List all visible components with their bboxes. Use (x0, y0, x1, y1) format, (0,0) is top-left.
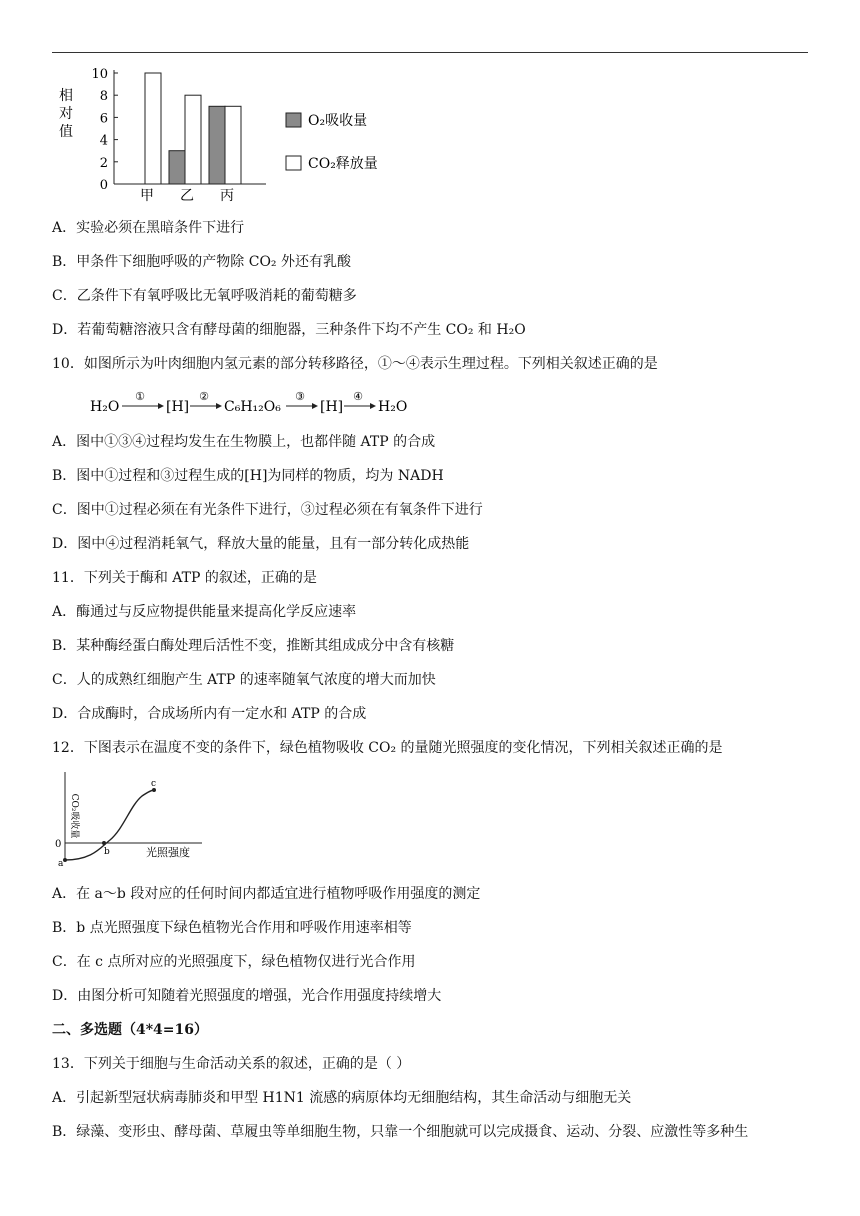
q9-option-a: A．实验必须在黑暗条件下进行 (52, 220, 245, 236)
eq-step-1: ① (135, 390, 145, 403)
eq-arrowhead-4 (370, 403, 376, 409)
eq-h2o-left: H₂O (90, 399, 120, 415)
category-label-3: 丙 (220, 188, 234, 204)
category-label-2: 乙 (180, 188, 194, 204)
q13-option-a: A．引起新型冠状病毒肺炎和甲型 H1N1 流感的病原体均无细胞结构，其生命活动与细胞无关 (52, 1090, 632, 1106)
q11-option-c: C．人的成熟红细胞产生 ATP 的速率随氧气浓度的增大而加快 (52, 672, 436, 688)
eq-h-2: [H] (320, 399, 344, 415)
q11-stem: 11．下列关于酶和 ATP 的叙述，正确的是 (52, 570, 317, 586)
legend-swatch-co2 (286, 156, 301, 170)
header-rule (52, 52, 808, 53)
q11-option-b: B．某种酶经蛋白酶处理后活性不变，推断其组成成分中含有核糖 (52, 638, 455, 654)
y-tick-label: 10 (91, 67, 108, 82)
eq-step-4: ④ (353, 390, 363, 403)
curve-ylabel: CO₂吸收量 (69, 793, 79, 839)
y-tick-label: 2 (99, 155, 108, 171)
ylabel-char-1: 相 (59, 88, 73, 104)
legend-swatch-o2 (286, 113, 301, 127)
q10-option-c: C．图中①过程必须在有光条件下进行，③过程必须在有氧条件下进行 (52, 502, 483, 518)
eq-h2o-right: H₂O (378, 399, 408, 415)
point-b (102, 841, 106, 845)
q9-option-b: B．甲条件下细胞呼吸的产物除 CO₂ 外还有乳酸 (52, 254, 351, 270)
eq-glucose: C₆H₁₂O₆ (224, 399, 281, 415)
legend-label-o2: O₂吸收量 (308, 113, 368, 129)
eq-arrowhead-2 (216, 403, 222, 409)
eq-arrowhead-3 (312, 403, 318, 409)
point-a-label: a (58, 859, 64, 869)
eq-step-2: ② (199, 390, 209, 403)
curve-xlabel: 光照强度 (146, 846, 190, 859)
bar-co2-3 (225, 106, 241, 184)
q9-option-d: D．若葡萄糖溶液只含有酵母菌的细胞器，三种条件下均不产生 CO₂ 和 H₂O (52, 322, 526, 338)
y-tick-label: 0 (99, 178, 108, 193)
legend-label-co2: CO₂释放量 (308, 156, 378, 172)
bar-o2-2 (169, 151, 185, 184)
q10-option-d: D．图中④过程消耗氧气，释放大量的能量，且有一部分转化成热能 (52, 536, 470, 552)
curve-origin-label: 0 (55, 839, 62, 850)
q12-option-a: A．在 a～b 段对应的任何时间内都适宜进行植物呼吸作用强度的测定 (52, 886, 481, 902)
q10-option-b: B．图中①过程和③过程生成的[H]为同样的物质，均为 NADH (52, 468, 444, 484)
q12-option-c: C．在 c 点所对应的光照强度下，绿色植物仅进行光合作用 (52, 954, 416, 970)
q11-option-a: A．酶通过与反应物提供能量来提高化学反应速率 (52, 604, 357, 620)
q13-option-b: B．绿藻、变形虫、酵母菌、草履虫等单细胞生物，只靠一个细胞就可以完成摄食、运动、分裂、应激性等多种生 (52, 1124, 749, 1140)
bar-chart (52, 60, 392, 210)
y-tick-label: 6 (99, 111, 108, 127)
eq-arrowhead-1 (158, 403, 164, 409)
eq-step-3: ③ (295, 390, 305, 403)
y-tick-label: 4 (99, 133, 108, 149)
category-label-1: 甲 (140, 188, 154, 204)
ylabel-char-2: 对 (59, 106, 73, 122)
q12-option-d: D．由图分析可知随着光照强度的增强，光合作用强度持续增大 (52, 988, 442, 1004)
q12-stem: 12．下图表示在温度不变的条件下，绿色植物吸收 CO₂ 的量随光照强度的变化情况，下列相关叙述正确的是 (52, 740, 723, 756)
q10-option-a: A．图中①③④过程均发生在生物膜上，也都伴随 ATP 的合成 (52, 434, 436, 450)
q13-stem: 13．下列关于细胞与生命活动关系的叙述，正确的是（ ） (52, 1056, 411, 1072)
bar-co2-2 (185, 95, 201, 184)
q11-option-d: D．合成酶时，合成场所内有一定水和 ATP 的合成 (52, 706, 367, 722)
light-curve-chart (52, 766, 212, 870)
ylabel-char-3: 值 (59, 124, 73, 140)
q10-stem: 10．如图所示为叶肉细胞内氢元素的部分转移路径，①～④表示生理过程。下列相关叙述正确的是 (52, 356, 658, 372)
q9-option-c: C．乙条件下有氧呼吸比无氧呼吸消耗的葡萄糖多 (52, 288, 357, 304)
bar-o2-3 (209, 106, 225, 184)
q12-option-b: B．b 点光照强度下绿色植物光合作用和呼吸作用速率相等 (52, 920, 412, 936)
section-heading-multi-choice: 二、多选题（4*4=16） (52, 1022, 209, 1038)
eq-h-1: [H] (166, 399, 190, 415)
point-b-label: b (104, 847, 110, 857)
hydrogen-pathway-equation (88, 388, 428, 422)
bar-co2-1 (145, 73, 161, 184)
point-a (63, 858, 67, 862)
point-c-label: c (151, 779, 157, 789)
y-tick-label: 8 (99, 89, 108, 105)
